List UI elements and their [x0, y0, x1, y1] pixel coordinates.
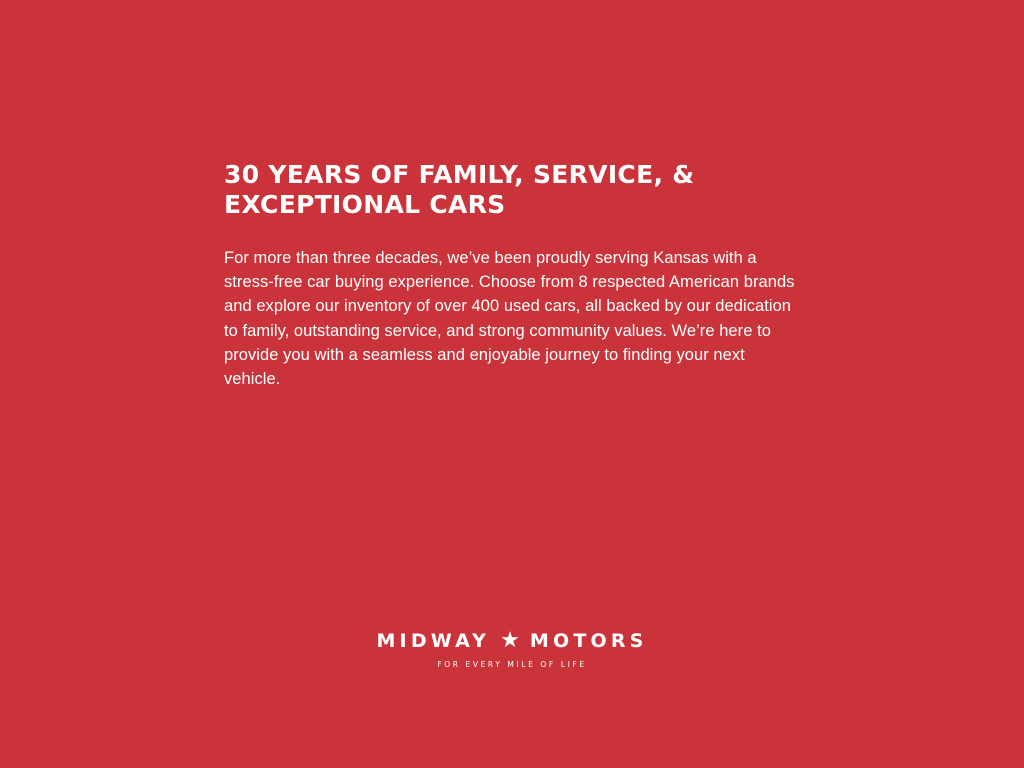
logo-word-midway: MIDWAY	[376, 629, 491, 652]
content-block	[224, 160, 814, 391]
logo-wordmark	[376, 627, 648, 652]
logo-word-motors: MOTORS	[529, 629, 648, 652]
page-title: 30 YEARS OF FAMILY, SERVICE, & EXCEPTIONAL CARS	[224, 160, 695, 219]
star-icon: ★	[500, 627, 520, 652]
body-paragraph: For more than three decades, we’ve been proudly serving Kansas with a stress-free car buying experience. Choose from 8 respected American brands and explore our inventory of over 400 used cars, all backed by our dedication to family, outstanding service, and strong community values. We’re here to provide you with a seamless and enjoyable journey to finding your next vehicle.	[224, 249, 795, 389]
logo-tagline: FOR EVERY MILE OF LIFE	[437, 660, 587, 669]
brand-logo	[0, 627, 1024, 669]
